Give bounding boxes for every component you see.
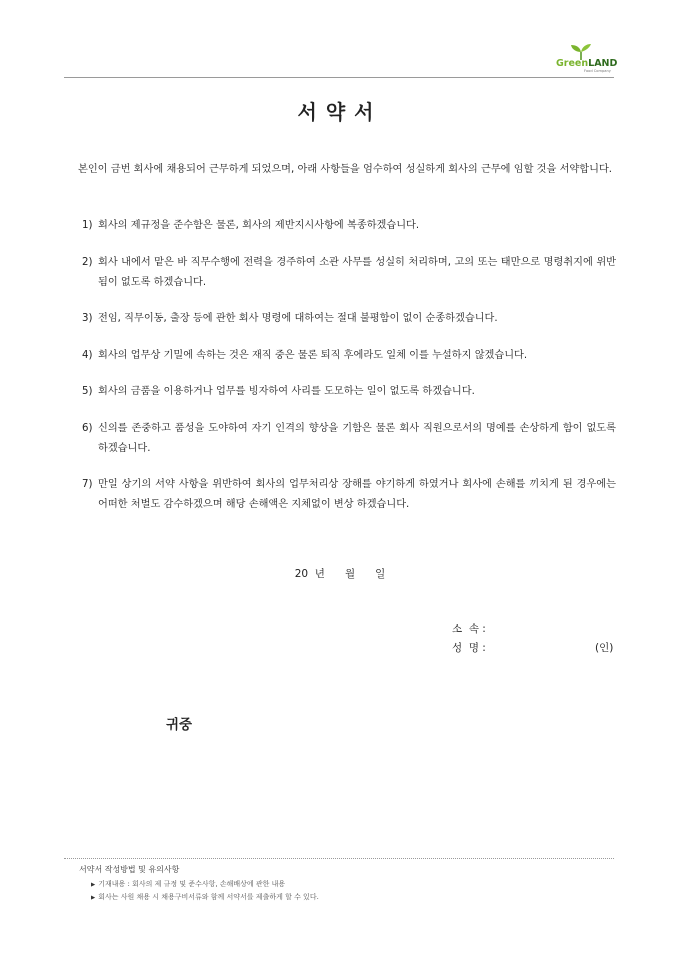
pledge-item — [64, 419, 616, 459]
note-text: 기재내용 : 회사의 제 규정 및 준수사항, 손해배상에 관한 내용 — [98, 880, 286, 888]
document-title: 서약서 — [297, 100, 383, 124]
intro-paragraph: 본인이 금번 회사에 채용되어 근무하게 되었으며, 아래 사항들을 엄수하여 성실하게 회사의 근무에 임할 것을 서약합니다. — [78, 164, 613, 175]
logo-brand-green: Green — [556, 58, 589, 69]
pledge-item — [64, 216, 616, 236]
pledge-text: 만일 상기의 서약 사항을 위반하여 회사의 업무처리상 장해를 야기하게 하였거나 회사에 손해를 끼치게 된 경우에는 어떠한 처벌도 감수하겠으며 해당 손해액은 지체없이 변상 하겠습니다. — [98, 479, 616, 510]
signature-date-line: 20 년 월 일 — [294, 568, 386, 580]
pledge-item — [64, 253, 616, 293]
pledge-text: 회사의 금품을 이용하거나 업무를 빙자하여 사리를 도모하는 일이 없도록 하겠습니다. — [98, 386, 475, 397]
logo-wordmark — [556, 58, 617, 69]
footer-divider — [64, 858, 614, 859]
pledge-item — [64, 346, 616, 366]
recipient-label: 귀중 — [166, 717, 193, 733]
affiliation-label: 소 속 : — [452, 623, 486, 635]
pledge-text: 회사의 업무상 기밀에 속하는 것은 재직 중은 물론 퇴직 후에라도 일체 이를 누설하지 않겠습니다. — [98, 349, 528, 361]
pledge-number: 3) — [82, 313, 93, 324]
triangle-bullet-icon: ▶ — [91, 882, 96, 888]
triangle-bullet-icon: ▶ — [91, 895, 96, 901]
pledge-number: 5) — [82, 386, 93, 397]
seal-mark-label: (인) — [595, 642, 614, 654]
pledge-text: 전임, 직무이동, 출장 등에 관한 회사 명령에 대하여는 절대 불평함이 없이 순종하겠습니다. — [98, 313, 498, 324]
pledge-item — [64, 309, 616, 329]
pledge-number: 1) — [82, 220, 93, 231]
pledge-text: 회사의 제규정을 준수함은 물론, 회사의 제반지시사항에 복종하겠습니다. — [98, 220, 420, 231]
logo-brand-land: LAND — [588, 58, 618, 69]
pledge-text: 회사 내에서 맡은 바 직무수행에 전력을 경주하여 소관 사무를 성실히 처리하며, 고의 또는 태만으로 명령취지에 위반됨이 없도록 하겠습니다. — [98, 256, 616, 288]
notes-list — [91, 878, 319, 904]
note-item — [91, 891, 319, 904]
pledge-number: 6) — [82, 422, 93, 434]
pledge-item — [64, 475, 616, 515]
note-item — [91, 878, 319, 891]
pledge-text: 신의를 존중하고 품성을 도야하여 자기 인격의 향상을 기함은 물론 회사 직원으로서의 명예를 손상하게 함이 없도록 하겠습니다. — [98, 422, 616, 454]
company-logo — [552, 44, 616, 76]
pledge-item — [64, 382, 616, 402]
pledge-number: 2) — [82, 256, 93, 268]
header-divider — [64, 77, 614, 78]
name-label: 성 명 : — [452, 642, 486, 654]
pledge-list — [64, 216, 616, 532]
notes-title: 서약서 작성방법 및 유의사항 — [79, 865, 180, 874]
pledge-number: 7) — [82, 479, 93, 490]
pledge-number: 4) — [82, 349, 93, 361]
note-text: 회사는 사원 채용 시 채용구비서류와 함께 서약서를 제출하게 할 수 있다. — [98, 893, 319, 901]
logo-tagline: Food Company — [584, 69, 611, 73]
